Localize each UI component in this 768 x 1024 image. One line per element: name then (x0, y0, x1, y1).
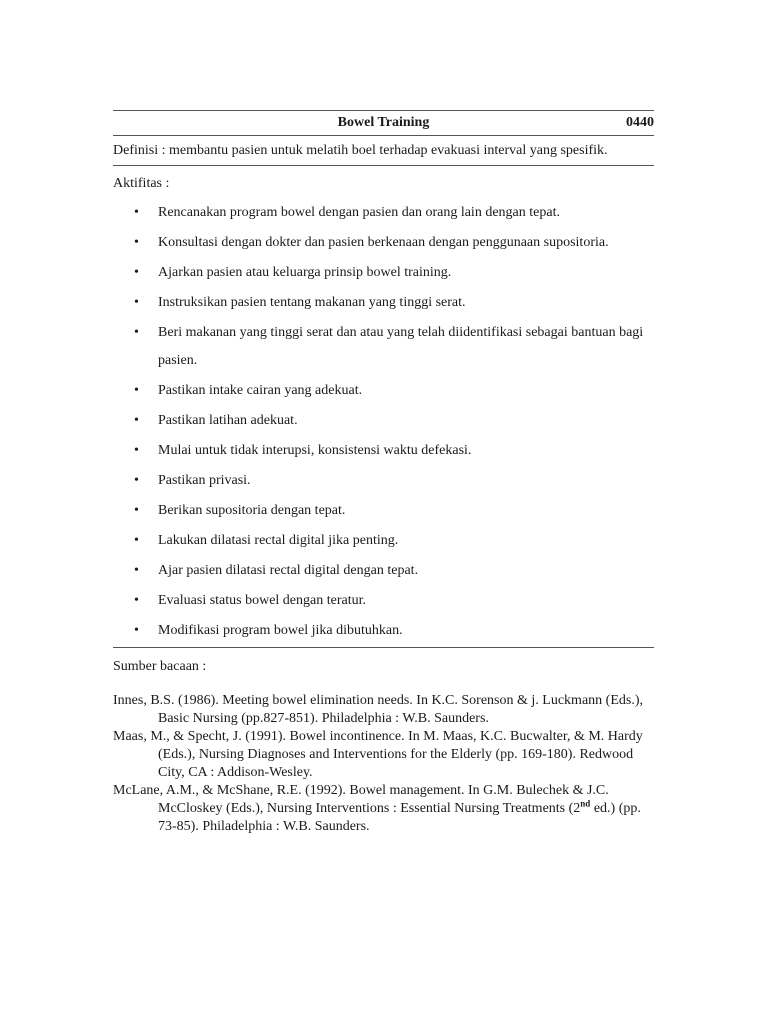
list-item-text: Beri makanan yang tinggi serat dan atau yang telah diidentifikasi sebagai bantuan bagi pasien. (158, 325, 644, 368)
reference-item (113, 782, 654, 836)
definition-text: Definisi : membantu pasien untuk melatih boel terhadap evakuasi interval yang spesifik. (113, 143, 608, 158)
list-item (113, 377, 654, 405)
ordinal-superscript: nd (580, 798, 591, 809)
bullet-icon: • (134, 563, 139, 578)
activities-rule (113, 647, 654, 648)
list-item (113, 497, 654, 525)
activities-list (113, 199, 654, 645)
list-item-text: Modifikasi program bowel jika dibutuhkan. (158, 623, 403, 638)
list-item (113, 259, 654, 287)
activities-label: Aktifitas : (113, 176, 170, 191)
bullet-icon: • (134, 383, 139, 398)
list-item (113, 199, 654, 227)
list-item (113, 557, 654, 585)
sources-label: Sumber bacaan : (113, 659, 207, 674)
list-item-text: Evaluasi status bowel dengan teratur. (158, 593, 366, 608)
bullet-icon: • (134, 265, 139, 280)
list-item-text: Pastikan intake cairan yang adekuat. (158, 383, 363, 398)
list-item-text: Ajarkan pasien atau keluarga prinsip bowel training. (158, 265, 452, 280)
bullet-icon: • (134, 205, 139, 220)
title-row (113, 111, 654, 135)
intervention-code: 0440 (626, 115, 654, 130)
list-item (113, 319, 654, 375)
bullet-icon: • (134, 503, 139, 518)
list-item-text: Instruksikan pasien tentang makanan yang tinggi serat. (158, 295, 466, 310)
definition-rule (113, 165, 654, 166)
document-page (113, 110, 654, 836)
list-item-text: Pastikan latihan adekuat. (158, 413, 298, 428)
list-item (113, 289, 654, 317)
list-item-text: Mulai untuk tidak interupsi, konsistensi waktu defekasi. (158, 443, 472, 458)
list-item (113, 229, 654, 257)
list-item-text: Rencanakan program bowel dengan pasien dan orang lain dengan tepat. (158, 205, 560, 220)
references-list (113, 692, 654, 836)
bullet-icon: • (134, 533, 139, 548)
list-item (113, 617, 654, 645)
list-item-text: Berikan supositoria dengan tepat. (158, 503, 346, 518)
reference-item: Maas, M., & Specht, J. (1991). Bowel incontinence. In M. Maas, K.C. Bucwalter, & M. Hardy (Eds.), Nursing Diagnoses and Interventions for the Elderly (pp. 169-180). Redwood City, CA : Addison-Wesley. (113, 729, 643, 780)
bullet-icon: • (134, 325, 139, 340)
bullet-icon: • (134, 295, 139, 310)
list-item-text: Lakukan dilatasi rectal digital jika penting. (158, 533, 399, 548)
bullet-icon: • (134, 413, 139, 428)
bullet-icon: • (134, 593, 139, 608)
list-item-text: Pastikan privasi. (158, 473, 251, 488)
bullet-icon: • (134, 623, 139, 638)
list-item (113, 587, 654, 615)
bullet-icon: • (134, 235, 139, 250)
list-item-text: Ajar pasien dilatasi rectal digital dengan tepat. (158, 563, 419, 578)
document-title: Bowel Training (337, 115, 430, 130)
list-item-text: Konsultasi dengan dokter dan pasien berkenaan dengan penggunaan supositoria. (158, 235, 609, 250)
bullet-icon: • (134, 443, 139, 458)
list-item (113, 407, 654, 435)
reference-item: Innes, B.S. (1986). Meeting bowel elimination needs. In K.C. Sorenson & j. Luckmann (Eds.), Basic Nursing (pp.827-851). Philadelphia : W.B. Saunders. (113, 693, 643, 726)
reference-text: McLane, A.M., & McShane, R.E. (1992). Bowel management. In G.M. Bulechek & J.C. McCloskey (Eds.), Nursing Interventions : Essential Nursing Treatments (2 (113, 783, 609, 816)
bullet-icon: • (134, 473, 139, 488)
list-item (113, 437, 654, 465)
reference-text: ed.) (pp. 73-85). Philadelphia : W.B. Saunders. (158, 801, 641, 834)
list-item (113, 467, 654, 495)
list-item (113, 527, 654, 555)
